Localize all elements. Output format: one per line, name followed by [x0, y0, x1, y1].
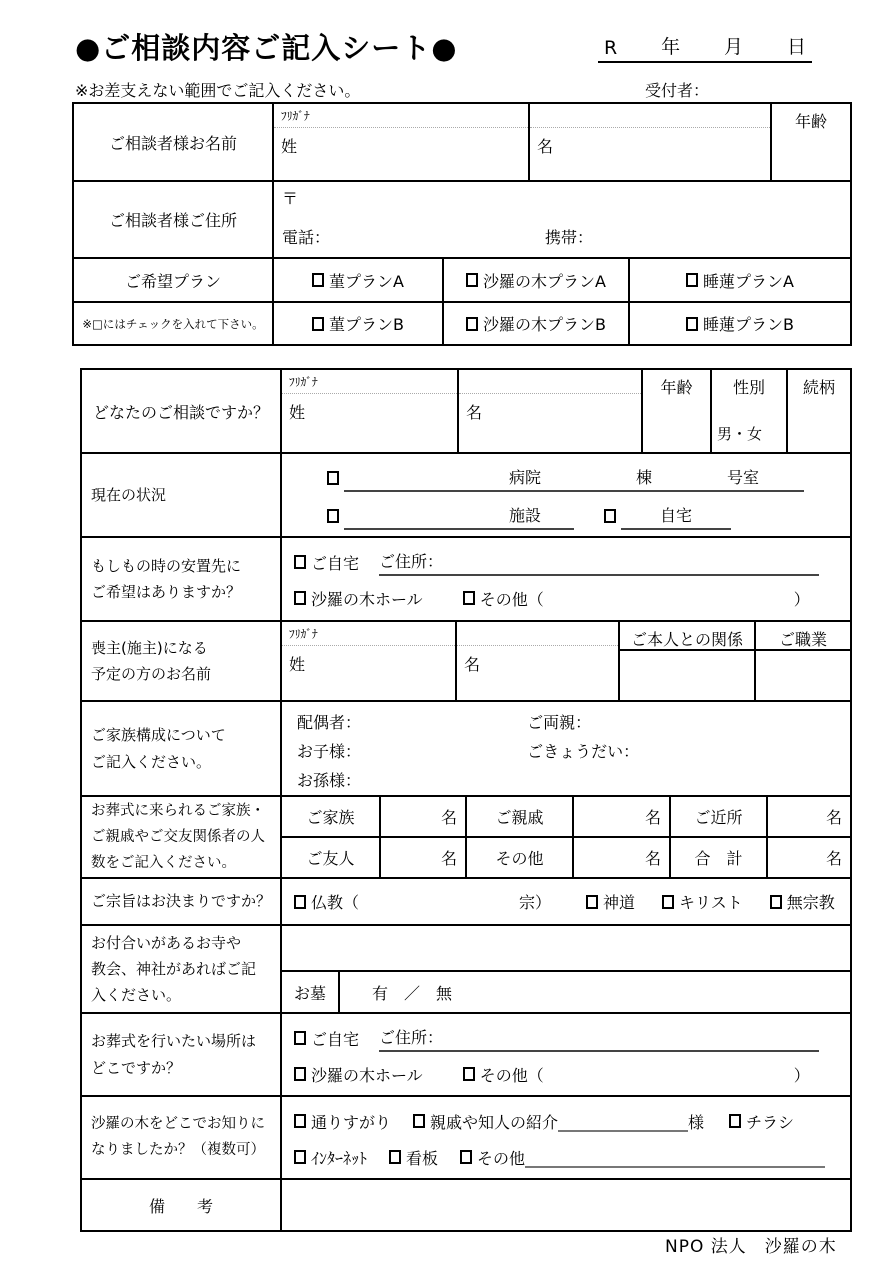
checkbox-source-signboard[interactable]	[389, 1146, 438, 1169]
passing-label: 通りすがり	[311, 1112, 392, 1132]
furigana-area[interactable]	[274, 104, 528, 128]
address-label: ご住所：	[379, 551, 444, 571]
grave-label	[282, 972, 338, 1012]
checkbox-icon[interactable]	[294, 1031, 306, 1045]
status-label-text: 現在の状況	[91, 485, 167, 504]
consultant-address-field[interactable]	[272, 182, 850, 257]
checkbox-resting-hall[interactable]	[294, 587, 423, 610]
furigana-label: ﾌﾘｶﾞﾅ	[289, 375, 318, 389]
resting-place-label	[82, 538, 280, 620]
phone-field[interactable]: 電話：	[282, 228, 331, 247]
plan-check-note	[74, 303, 272, 344]
hospital-label: 病院	[509, 467, 542, 487]
attendees-label	[82, 797, 280, 877]
attendees-total-label	[669, 838, 766, 877]
occupation-header: ご職業	[756, 622, 850, 651]
resting-home-label: ご自宅	[311, 553, 360, 573]
checkbox-venue-other[interactable]	[463, 1063, 544, 1086]
furigana-area[interactable]	[282, 370, 457, 394]
consultant-address-label	[74, 182, 272, 257]
checkbox-hospital[interactable]	[327, 471, 339, 485]
resting-place-label-line1: もしもの時の安置先に	[91, 556, 242, 575]
date-field[interactable]	[598, 32, 812, 63]
attendees-other-count-field[interactable]	[572, 838, 669, 877]
givenname-label: 名	[464, 655, 481, 674]
checkbox-icon[interactable]	[729, 1114, 741, 1128]
who-relation-field[interactable]	[786, 370, 850, 452]
unit-label: 名	[644, 849, 661, 868]
address-label: ご住所：	[379, 1027, 444, 1047]
checkbox-plan-suiren-a[interactable]	[628, 259, 850, 301]
checkbox-source-referral[interactable]	[413, 1110, 558, 1133]
source-label-line1: 沙羅の木をどこでお知りに	[91, 1116, 265, 1133]
checkbox-icon[interactable]	[466, 273, 478, 287]
source-other-blank-field[interactable]	[525, 1146, 825, 1168]
attendees-neighbors-label	[669, 797, 766, 836]
resting-place-field[interactable]	[280, 538, 850, 620]
attendees-total-count-field[interactable]	[766, 838, 850, 877]
receptionist-field[interactable]: 受付者：	[645, 81, 710, 100]
plan-option-label: 菫プランA	[329, 271, 404, 291]
gender-label: 性別	[732, 378, 765, 397]
plan-label-text: ご希望プラン	[124, 271, 221, 291]
resting-place-label-line2: ご希望はありますか？	[91, 583, 242, 601]
checkbox-icon[interactable]	[662, 895, 674, 909]
checkbox-icon[interactable]	[686, 273, 698, 287]
label-text: 合 計	[694, 849, 743, 868]
mourner-occupation-field[interactable]	[754, 622, 850, 700]
postal-mark: 〒	[282, 189, 299, 208]
plan-option-label: 沙羅の木プランA	[483, 271, 606, 291]
checkbox-icon[interactable]	[586, 895, 598, 909]
checkbox-non-religious[interactable]	[770, 890, 835, 913]
checkbox-shinto[interactable]	[586, 890, 635, 913]
givenname-label: 名	[537, 137, 554, 156]
flyer-label: チラシ	[746, 1112, 795, 1132]
grave-yes-no-field[interactable]	[338, 972, 850, 1012]
spouse-field[interactable]: 配偶者：	[297, 713, 362, 732]
applicant-table	[72, 102, 852, 346]
non-religious-label: 無宗教	[786, 893, 835, 912]
date-day-label: 日	[786, 36, 806, 58]
checkbox-resting-other[interactable]	[463, 587, 544, 610]
age-label: 年齢	[794, 112, 827, 131]
relation-label: 続柄	[802, 378, 835, 397]
children-field[interactable]: お子様：	[297, 742, 362, 761]
buddhism-label: 仏教（	[311, 893, 360, 912]
venue-other-label: その他（	[479, 1065, 544, 1085]
temple-label	[82, 926, 280, 1012]
checkbox-icon[interactable]	[312, 273, 324, 287]
home-label: 自宅	[659, 505, 692, 525]
hospital-blank-field[interactable]	[344, 465, 804, 492]
attendees-label-line2: ご親戚やご交友関係者の人	[91, 828, 265, 845]
who-gender-field[interactable]	[710, 370, 786, 452]
status-field[interactable]	[280, 454, 850, 536]
grave-options-label: 有 ／ 無	[372, 983, 453, 1003]
temple-field-wrap	[280, 926, 850, 1012]
checkbox-venue-hall[interactable]	[294, 1063, 423, 1086]
chief-mourner-label	[82, 622, 280, 700]
signboard-label: 看板	[406, 1148, 439, 1168]
resting-hall-label: 沙羅の木ホール	[311, 589, 423, 609]
label-text: ご近所	[694, 808, 743, 827]
checkbox-source-flyer[interactable]	[729, 1110, 794, 1133]
sect-close-label: 宗）	[519, 893, 552, 912]
checkbox-icon[interactable]	[463, 591, 475, 605]
checkbox-plan-saranoki-b[interactable]	[442, 303, 628, 344]
who-age-field[interactable]	[641, 370, 710, 452]
label-text: その他	[495, 849, 544, 868]
referral-label: 親戚や知人の紹介	[430, 1112, 559, 1132]
source-label-line2: なりましたか？（複数可）	[91, 1141, 265, 1158]
mourner-relation-field[interactable]	[618, 622, 754, 700]
checkbox-icon[interactable]	[413, 1114, 425, 1128]
organization-name: NPO 法人 沙羅の木	[665, 1237, 837, 1257]
unit-label: 名	[440, 808, 457, 827]
checkbox-venue-home[interactable]	[294, 1027, 359, 1050]
checkbox-icon[interactable]	[686, 317, 698, 331]
checkbox-source-other[interactable]	[460, 1146, 525, 1169]
temple-label-line1: お付合いがあるお寺や	[91, 933, 242, 952]
checkbox-icon[interactable]	[294, 591, 306, 605]
checkbox-icon[interactable]	[460, 1150, 472, 1164]
attendees-friends-count-field[interactable]	[379, 838, 465, 877]
sama-label: 様	[688, 1112, 705, 1132]
consultant-address-label-text: ご相談者様ご住所	[108, 211, 237, 230]
consultation-table	[80, 368, 852, 1232]
christian-label: キリスト	[679, 893, 743, 912]
unit-label: 名	[440, 849, 457, 868]
venue-label-line1: お葬式を行いたい場所は	[91, 1032, 257, 1051]
status-label	[82, 454, 280, 536]
facility-blank-field[interactable]	[344, 503, 574, 530]
resting-other-close: ）	[793, 589, 810, 609]
mobile-field[interactable]: 携帯：	[545, 228, 594, 247]
furigana-area[interactable]	[457, 622, 618, 646]
checkbox-christian[interactable]	[662, 890, 743, 913]
checkbox-icon[interactable]	[294, 895, 306, 909]
plan-option-label: 沙羅の木プランB	[483, 315, 606, 334]
checkbox-source-internet[interactable]	[294, 1146, 367, 1169]
plan-label	[74, 259, 272, 301]
surname-label: 姓	[281, 137, 298, 156]
resting-address-field[interactable]	[379, 549, 819, 576]
consultant-age-field[interactable]	[770, 104, 850, 180]
checkbox-plan-suiren-b[interactable]	[628, 303, 850, 344]
venue-label-line2: どこですか？	[91, 1058, 182, 1077]
plan-check-note-text: ※□にはチェックを入れて下さい。	[82, 316, 264, 331]
mourner-surname-field[interactable]	[280, 622, 455, 700]
plan-option-label: 睡蓮プランB	[703, 315, 794, 334]
checkbox-plan-saranoki-a[interactable]	[442, 259, 628, 301]
parents-field[interactable]: ご両親：	[527, 713, 592, 732]
checkbox-icon[interactable]	[294, 1067, 306, 1081]
unit-label: 名	[825, 808, 842, 827]
attendees-family-label: ご家族	[306, 808, 355, 827]
relation-header: ご本人との関係	[620, 622, 754, 651]
checkbox-buddhism[interactable]	[294, 890, 359, 913]
venue-hall-label: 沙羅の木ホール	[311, 1065, 423, 1085]
unit-label: 名	[644, 808, 661, 827]
attendees-neighbors-count-field[interactable]	[766, 797, 850, 836]
furigana-area[interactable]	[459, 370, 641, 394]
family-label-line2: ご記入ください。	[91, 752, 212, 771]
givenname-label: 名	[466, 403, 483, 422]
facility-label: 施設	[509, 505, 542, 525]
who-label-text: どなたのご相談ですか？	[92, 402, 269, 422]
source-label	[82, 1097, 280, 1178]
venue-home-label: ご自宅	[311, 1029, 360, 1049]
resting-other-label: その他（	[479, 589, 544, 609]
family-label-line1: ご家族構成について	[91, 726, 226, 745]
grandchildren-field[interactable]: お孫様：	[297, 771, 362, 790]
checkbox-icon[interactable]	[389, 1150, 401, 1164]
who-surname-field[interactable]	[280, 370, 457, 452]
consultant-name-label-text: ご相談者様お名前	[108, 133, 237, 153]
age-label: 年齢	[660, 378, 693, 397]
checkbox-home[interactable]	[604, 509, 616, 523]
chief-mourner-label-line1: 喪主(施主)になる	[91, 638, 208, 657]
shinto-label: 神道	[603, 893, 636, 912]
date-era-label: R	[604, 37, 618, 59]
page-title: ●ご相談内容ご記入シート●	[75, 31, 458, 65]
attendees-relatives-label	[465, 797, 572, 836]
attendees-relatives-count-field[interactable]	[572, 797, 669, 836]
who-givenname-field[interactable]	[457, 370, 641, 452]
furigana-area[interactable]	[530, 104, 770, 128]
label-text: ご友人	[306, 849, 355, 868]
checkbox-icon[interactable]	[463, 1067, 475, 1081]
surname-label: 姓	[289, 403, 306, 422]
building-label: 棟	[636, 467, 653, 487]
source-other-label: その他	[477, 1148, 526, 1168]
checkbox-icon[interactable]	[770, 895, 782, 909]
remarks-field[interactable]	[280, 1180, 850, 1230]
who-label	[82, 370, 280, 452]
plan-option-label: 睡蓮プランA	[703, 271, 794, 291]
checkbox-plan-sumire-b[interactable]	[272, 303, 442, 344]
chief-mourner-label-line2: 予定の方のお名前	[91, 665, 212, 683]
source-field	[280, 1097, 850, 1178]
mourner-givenname-field[interactable]	[455, 622, 618, 700]
checkbox-plan-sumire-a[interactable]	[272, 259, 442, 301]
plan-option-label: 菫プランB	[329, 315, 404, 334]
siblings-field[interactable]: ごきょうだい：	[527, 742, 640, 761]
venue-address-field[interactable]	[379, 1025, 819, 1052]
religion-label	[82, 879, 280, 924]
attendees-label-line1: お葬式に来られるご家族・	[91, 802, 265, 819]
religion-label-text: ご宗旨はお決まりですか？	[91, 892, 272, 911]
unit-label: 名	[825, 849, 842, 868]
temple-label-line3: 入ください。	[91, 986, 182, 1005]
fill-note: ※お差支えない範囲でご記入ください。	[75, 81, 361, 100]
date-month-label: 月	[724, 36, 744, 58]
gender-options[interactable]: 男・女	[717, 425, 763, 443]
consultant-givenname-field[interactable]	[528, 104, 770, 180]
checkbox-source-passing[interactable]	[294, 1110, 391, 1133]
surname-label: 姓	[289, 655, 306, 674]
venue-label	[82, 1014, 280, 1095]
venue-other-close: ）	[793, 1065, 810, 1085]
checkbox-icon[interactable]	[294, 555, 306, 569]
checkbox-icon[interactable]	[466, 317, 478, 331]
furigana-label: ﾌﾘｶﾞﾅ	[281, 109, 310, 123]
label-text: ご親戚	[495, 808, 544, 827]
internet-label: ｲﾝﾀｰﾈｯﾄ	[311, 1148, 368, 1168]
checkbox-facility[interactable]	[327, 509, 339, 523]
attendees-family-count-field[interactable]	[379, 797, 465, 836]
temple-write-in-field[interactable]	[282, 926, 850, 972]
home-field[interactable]	[621, 503, 731, 530]
furigana-label: ﾌﾘｶﾞﾅ	[289, 627, 318, 641]
date-year-label: 年	[661, 36, 681, 58]
remarks-label	[82, 1180, 280, 1230]
attendees-grid	[280, 797, 850, 877]
temple-label-line2: 教会、神社があればご記	[91, 959, 257, 978]
venue-field[interactable]	[280, 1014, 850, 1095]
referral-name-blank-field[interactable]	[558, 1110, 688, 1132]
consultant-name-label	[74, 104, 272, 180]
grave-label-text: お墓	[293, 983, 326, 1003]
consultant-surname-field[interactable]	[272, 104, 528, 180]
attendees-friends-label	[282, 838, 379, 877]
furigana-area[interactable]	[282, 622, 455, 646]
attendees-label-line3: 数をご記入ください。	[91, 855, 236, 872]
checkbox-icon[interactable]	[312, 317, 324, 331]
remarks-label-text: 備 考	[148, 1196, 213, 1216]
checkbox-icon[interactable]	[294, 1114, 306, 1128]
attendees-other-label	[465, 838, 572, 877]
family-field[interactable]	[280, 702, 850, 795]
checkbox-icon[interactable]	[294, 1150, 306, 1164]
room-label: 号室	[727, 467, 760, 487]
religion-field	[280, 879, 850, 924]
family-label	[82, 702, 280, 795]
checkbox-resting-home[interactable]	[294, 551, 359, 574]
